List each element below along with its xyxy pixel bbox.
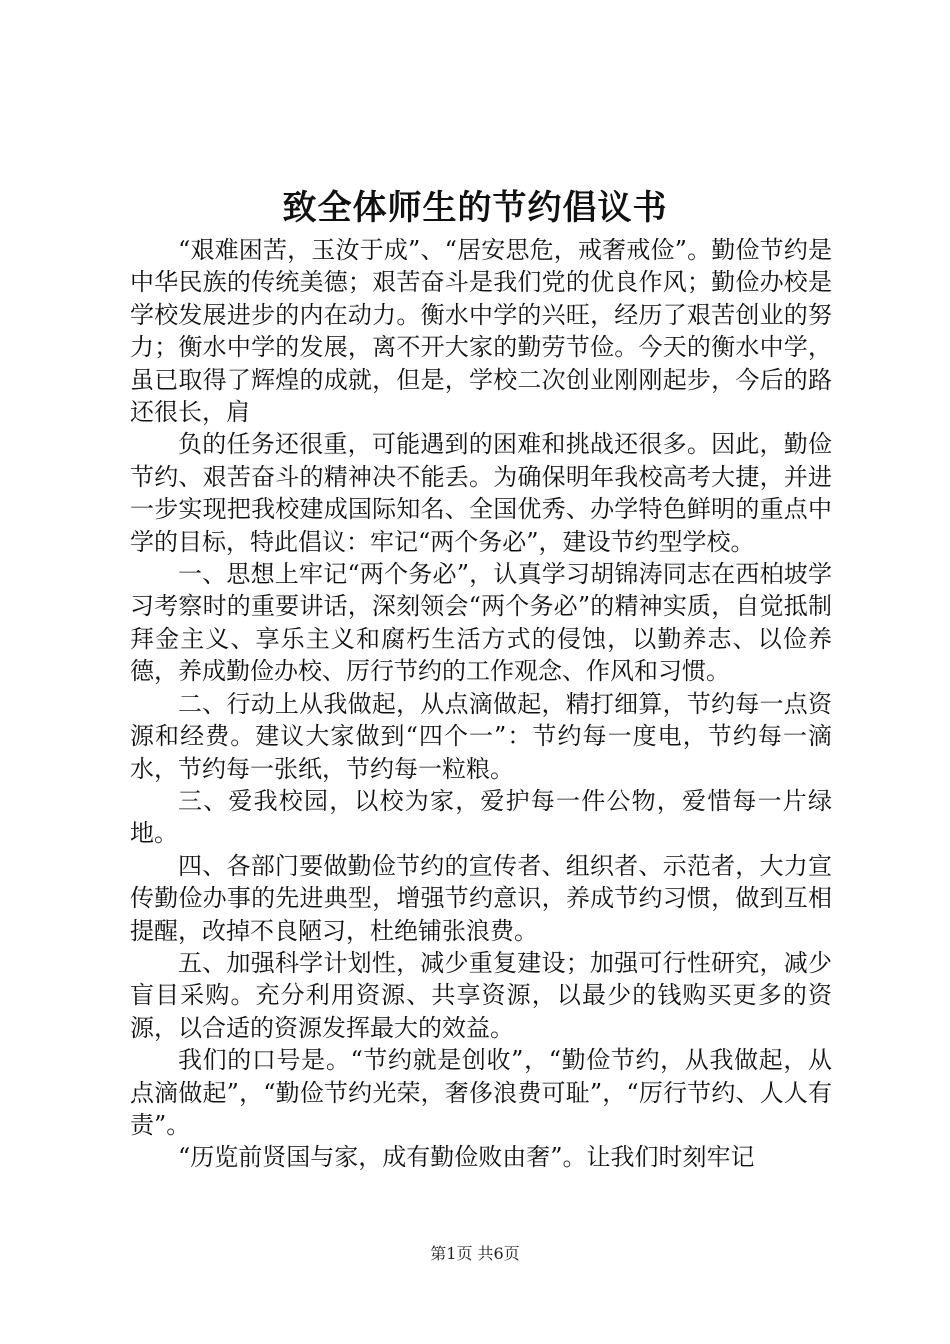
paragraph-proposal: 负的任务还很重，可能遇到的困难和挑战还很多。因此，勤俭节约、艰苦奋斗的精神决不能丢。为确保明年我校高考大捷，并进一步实现把我校建成国际知名、全国优秀、办学特色鲜明的重点中学的目标，特此倡议：牢记“两个务必”，建设节约型学校。 bbox=[130, 430, 832, 556]
document-body bbox=[130, 234, 832, 1174]
paragraph-intro: “艰难困苦，玉汝于成”、“居安思危，戒奢戒俭”。勤俭节约是中华民族的传统美德；艰苦奋斗是我们党的优良作风；勤俭办校是学校发展进步的内在动力。衡水中学的兴旺，经历了艰苦创业的努力；衡水中学的发展，离不开大家的勤劳节俭。今天的衡水中学，虽已取得了辉煌的成就，但是，学校二次创业刚刚起步，今后的路还很长，肩 bbox=[130, 236, 832, 427]
document-title: 致全体师生的节约倡议书 bbox=[282, 188, 668, 228]
paragraph-item-1: 一、思想上牢记“两个务必”，认真学习胡锦涛同志在西柏坡学习考察时的重要讲话，深刻领会“两个务必”的精神实质，自觉抵制拜金主义、享乐主义和腐朽生活方式的侵蚀，以勤养志、以俭养德，养成勤俭办校、厉行节约的工作观念、作风和习惯。 bbox=[130, 560, 832, 686]
paragraph-item-3: 三、爱我校园，以校为家，爱护每一件公物，爱惜每一片绿地。 bbox=[130, 786, 832, 848]
paragraph-slogans: 我们的口号是。“节约就是创收”，“勤俭节约，从我做起，从点滴做起”，“勤俭节约光荣，奢侈浪费可耻”，“厉行节约、人人有责”。 bbox=[130, 1046, 832, 1139]
paragraph-closing: “历览前贤国与家，成有勤俭败由奢”。让我们时刻牢记 bbox=[178, 1143, 755, 1172]
paragraph-item-5: 五、加强科学计划性，减少重复建设；加强可行性研究，减少盲目采购。充分利用资源、共享资源，以最少的钱购买更多的资源，以合适的资源发挥最大的效益。 bbox=[130, 948, 832, 1042]
page-number-footer: 第1页 共6页 bbox=[430, 1244, 520, 1263]
paragraph-item-4: 四、各部门要做勤俭节约的宣传者、组织者、示范者，大力宣传勤俭办事的先进典型，增强节约意识，养成节约习惯，做到互相提醒，改掉不良陋习，杜绝铺张浪费。 bbox=[130, 851, 832, 945]
paragraph-item-2: 二、行动上从我做起，从点滴做起，精打细算，节约每一点资源和经费。建议大家做到“四个一”：节约每一度电，节约每一滴水，节约每一张纸，节约每一粒粮。 bbox=[130, 689, 832, 783]
